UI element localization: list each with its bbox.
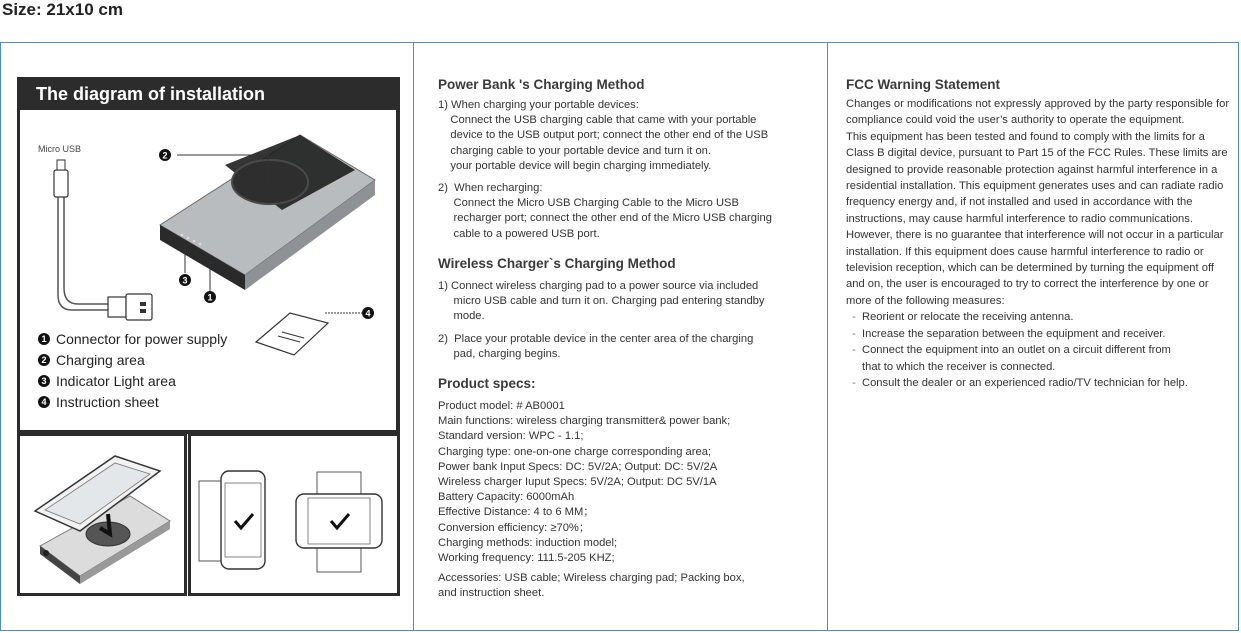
fcc-paragraph-2: This equipment has been tested and found to comply with the limits for a Class B digital device, pursuant to Part 15 of the FCC Rules. These limits are designed to provide reasonable protection against harmful interference in a residential installation. This equipment generates uses and can radiate radio frequency energy and, if not installed and used in accordance with the instructions, may cause harmful interference to radio communications. However, there is no guarantee that interference will not occur in a particular installation. If this equipment does cause harmful interference to radio or television reception, which can be determined by turning the equipment off and on, the user is encouraged to try to correct the interference by one or more of the following measures: — [846, 130, 1228, 307]
column-divider-1 — [413, 42, 414, 631]
wireless-method-title: Wireless Charger`s Charging Method — [438, 256, 676, 271]
marker-4 — [362, 307, 374, 319]
phone-on-powerbank-illustration — [20, 436, 184, 593]
legend-item-3: 3 Indicator Light area — [38, 373, 176, 389]
charging-step-1: 1) When charging your portable devices: Connect the USB charging cable that came with your portable device to the USB output port; connect the other end of the USB charging cable to your portable device and turn it on. your portable device will begin charging immediately. — [438, 99, 769, 172]
charging-coil — [232, 160, 308, 204]
svg-text:2: 2 — [162, 150, 168, 161]
charging-method-title: Power Bank 's Charging Method — [438, 77, 645, 92]
product-specs-title: Product specs: — [438, 376, 536, 391]
marker-1 — [204, 291, 216, 303]
svg-text:4: 4 — [365, 308, 371, 319]
fcc-bullet-1: - Reorient or relocate the receiving antenna. — [852, 311, 1074, 324]
phone-placement-illustration — [191, 436, 397, 593]
wireless-step-2: 2) Place your protable device in the center area of the charging pad, charging begins. — [438, 333, 754, 361]
micro-usb-label: Micro USB — [38, 144, 82, 154]
fcc-body — [846, 96, 1231, 391]
marker-2 — [159, 149, 171, 161]
photo-phone-on-pad — [17, 433, 187, 596]
fcc-bullet-4: - Consult the dealer or an experienced radio/TV technician for help. — [852, 376, 1188, 389]
fcc-bullet-3-continuation: that to which the receiver is connected. — [862, 360, 1056, 373]
fcc-bullet-3: - Connect the equipment into an outlet on a circuit different from — [852, 344, 1171, 357]
charging-step-2: 2) When recharging: Connect the Micro USB Charging Cable to the Micro USB recharger port; connect the other end of the Micro USB charging cable to a powered USB port. — [438, 182, 772, 240]
column-divider-2 — [827, 42, 828, 631]
photo-phone-placement — [188, 433, 400, 596]
size-label: Size: 21x10 cm — [2, 0, 123, 19]
legend-item-2: 2 Charging area — [38, 352, 145, 368]
fcc-bullet-2: - Increase the separation between the equipment and receiver. — [852, 327, 1166, 340]
svg-text:1: 1 — [207, 292, 213, 303]
instruction-sheet — [256, 313, 328, 355]
fcc-paragraph-1: Changes or modifications not expressly approved by the party responsible for compliance could void the user’s authority to operate the equipment. — [846, 98, 1230, 127]
diagram-title: The diagram of installation — [36, 84, 266, 104]
accessories-text: Accessories: USB cable; Wireless charging pad; Packing box, and instruction sheet. — [438, 572, 745, 600]
legend-item-4: 4 Instruction sheet — [38, 394, 159, 410]
product-specs-body: Product model: # AB0001 Main functions: wireless charging transmitter& power bank; Standard version: WPC - 1.1; Charging type: one-on-one charge corresponding area; Power bank Input Specs: DC: 5V/2A; Output: DC: 5V/2A Wireless charger Iuput Specs: 5V/2A; Output: DC 5V/1A Battery Capacity: 6000mAh Effective Distance: 4 to 6 MM； Conversion efficiency: ≥70%； Charging methods: induction model; Working frequency: 111.5-205 KHZ; — [438, 400, 731, 565]
wireless-step-1: 1) Connect wireless charging pad to a power source via included micro USB cable and turn it on. Charging pad entering standby mode. — [438, 280, 765, 323]
marker-3 — [179, 274, 191, 286]
fcc-title: FCC Warning Statement — [846, 77, 1001, 92]
svg-text:3: 3 — [182, 275, 188, 286]
legend-item-1: 1 Connector for power supply — [38, 331, 227, 347]
usb-plug — [126, 294, 152, 320]
micro-usb-plug — [54, 170, 68, 197]
